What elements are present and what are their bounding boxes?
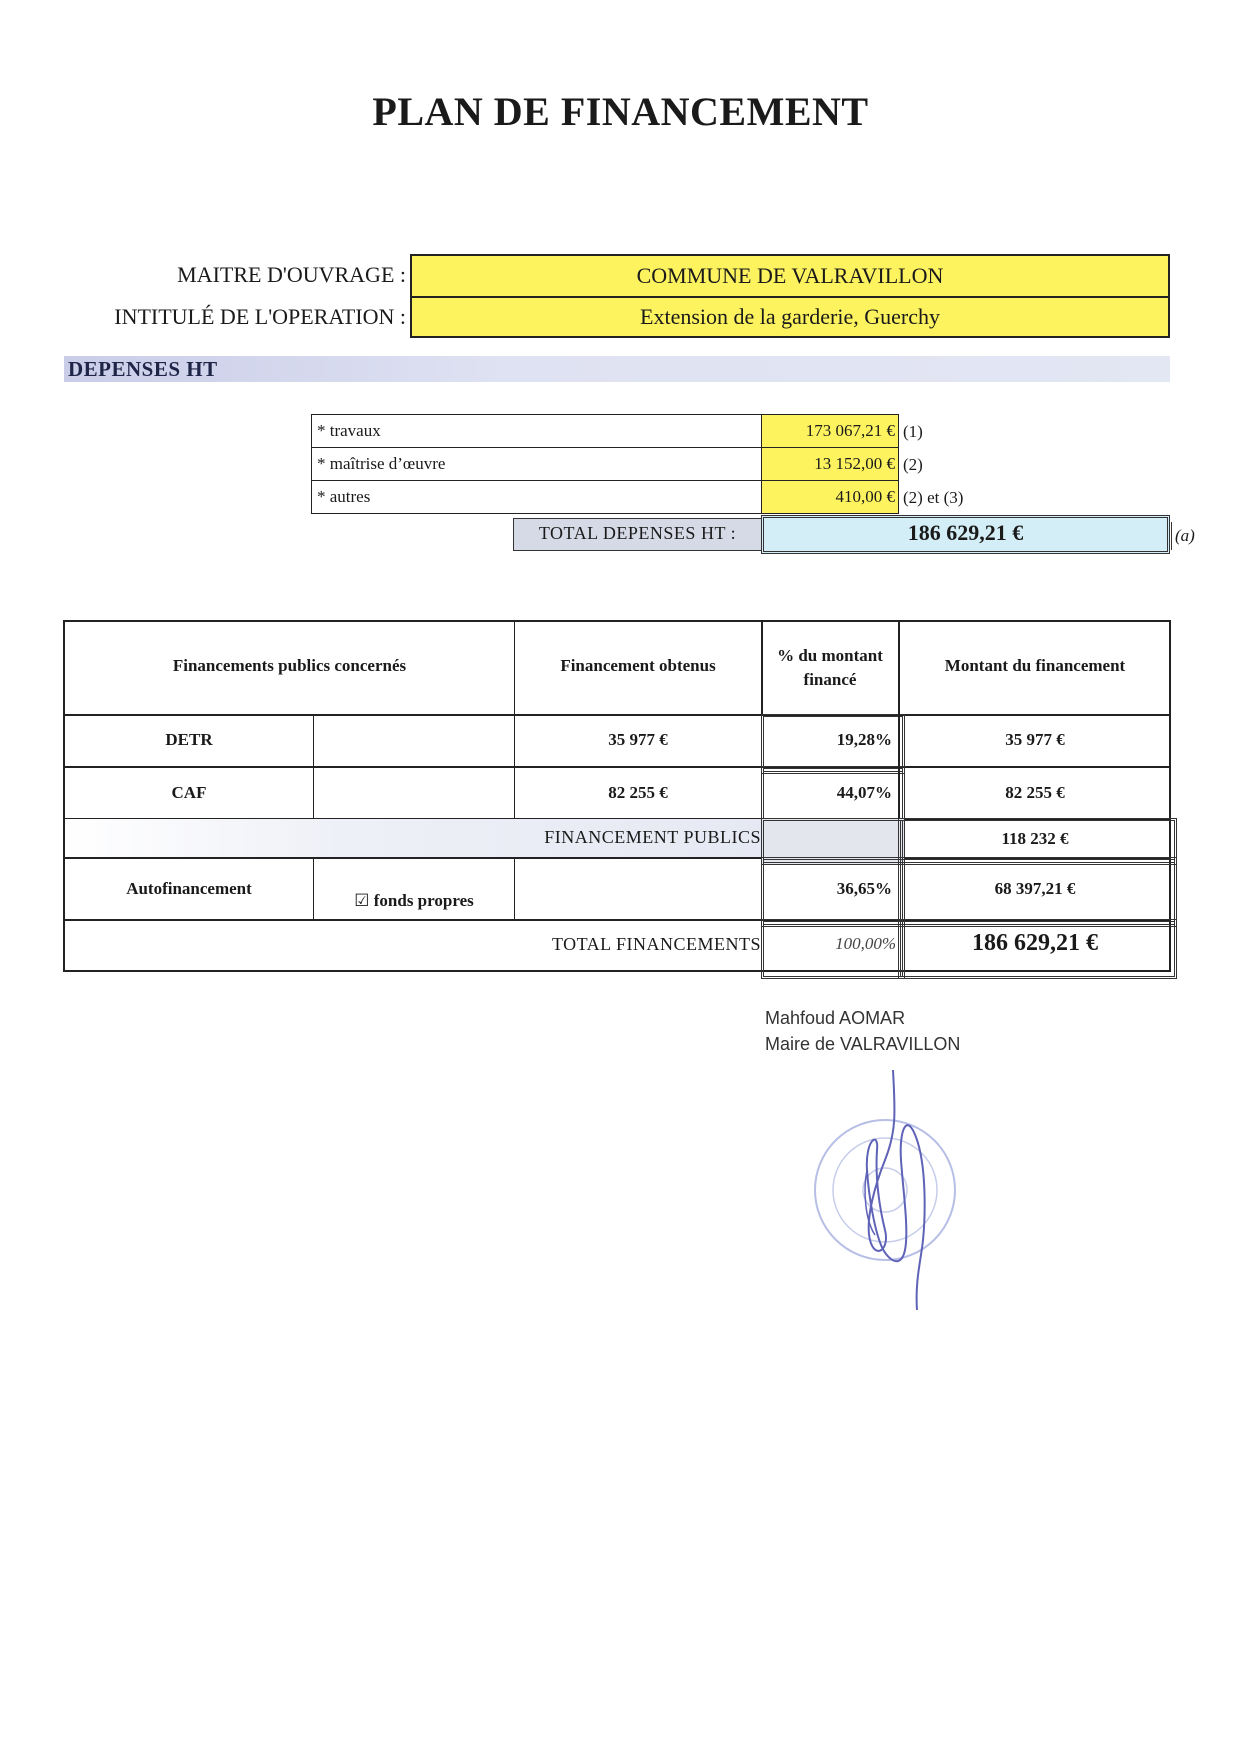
header-financements-publics: Financements publics concernés	[172, 656, 407, 675]
auto-pct: 36,65%	[836, 879, 892, 898]
checkbox-icon: ☑	[354, 891, 370, 911]
fonds-propres-checkbox	[314, 891, 514, 911]
expense-amount: 173 067,21 €	[761, 414, 899, 448]
expense-note: (1)	[903, 422, 923, 441]
publics-total-value: 118 232 €	[1001, 829, 1069, 848]
depenses-section-title: DEPENSES HT	[68, 357, 218, 381]
auto-montant: 68 397,21 €	[994, 879, 1076, 898]
row-name: CAF	[171, 783, 207, 802]
row-pct: 19,28%	[836, 730, 892, 749]
auto-name: Autofinancement	[126, 879, 252, 898]
official-stamp-signature	[805, 1070, 975, 1310]
row-montant: 35 977 €	[1005, 730, 1065, 749]
header-financement-obtenus: Financement obtenus	[560, 656, 716, 675]
row-obtenu: 35 977 €	[608, 730, 668, 749]
expense-amount: 410,00 €	[761, 480, 899, 514]
intitule-value: Extension de la garderie, Guerchy	[410, 296, 1170, 338]
header-montant-financement: Montant du financement	[944, 656, 1126, 675]
expense-label: * autres	[311, 480, 762, 514]
row-montant: 82 255 €	[1005, 783, 1065, 802]
total-depenses-note: (a)	[1171, 522, 1195, 550]
total-financements-label: TOTAL FINANCEMENTS	[551, 934, 761, 954]
expense-note: (2)	[903, 455, 923, 474]
row-obtenu: 82 255 €	[608, 783, 668, 802]
col-divider	[761, 620, 763, 716]
maitre-label: MAITRE D'OUVRAGE :	[177, 262, 406, 287]
maitre-value: COMMUNE DE VALRAVILLON	[410, 254, 1170, 298]
signatory-role: Maire de VALRAVILLON	[765, 1034, 961, 1054]
header-divider	[63, 714, 1171, 716]
publics-total-label: FINANCEMENT PUBLICS	[544, 827, 761, 847]
page-title: PLAN DE FINANCEMENT	[372, 89, 869, 134]
row-divider	[63, 766, 1171, 768]
total-depenses-value: 186 629,21 €	[761, 515, 1170, 554]
total-depenses-label: TOTAL DEPENSES HT :	[513, 518, 762, 551]
checkbox-label: fonds propres	[373, 891, 474, 910]
header-pct-finance: % du montant financé	[777, 646, 883, 689]
col-divider	[514, 857, 515, 920]
intitule-label: INTITULÉ DE L'OPERATION :	[114, 304, 406, 329]
total-financements-pct: 100,00%	[835, 934, 896, 953]
expense-label: * maîtrise d’œuvre	[311, 447, 762, 481]
expense-note: (2) et (3)	[903, 488, 964, 507]
signature-stroke	[867, 1070, 925, 1310]
row-name: DETR	[165, 730, 213, 749]
expense-label: * travaux	[311, 414, 762, 448]
depenses-section-band	[64, 356, 1170, 382]
expense-amount: 13 152,00 €	[761, 447, 899, 481]
row-pct: 44,07%	[836, 783, 892, 802]
total-financements-value: 186 629,21 €	[972, 930, 1098, 956]
signatory-name: Mahfoud AOMAR	[765, 1008, 906, 1028]
